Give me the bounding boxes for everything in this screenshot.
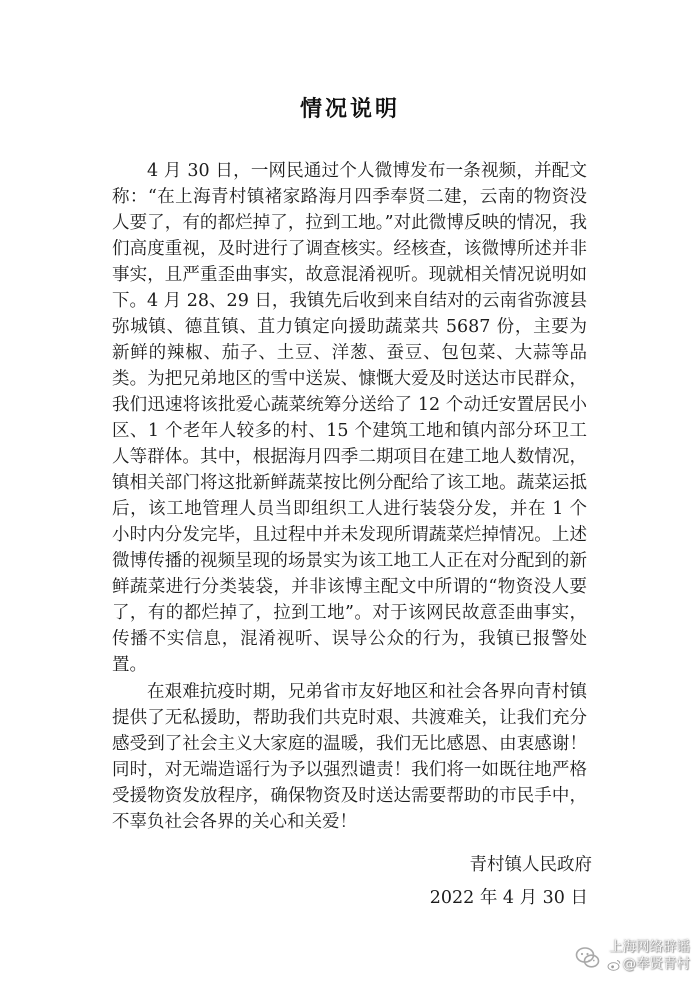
wechat-icon (575, 945, 601, 971)
document-title: 情况说明 (299, 96, 400, 122)
watermark-line1: 上海网络辟谣 (609, 939, 690, 955)
paragraph-3: 在艰难抗疫时期，兄弟省市友好地区和社会各界向青村镇提供了无私援助，帮助我们共克时艰、共渡难关，让我们充分感受到了社会主义大家庭的温暖，我们无比感恩、由衷感谢！同时，对无端造谣行为予以强烈谴责！我们将一如既往地严格受援物资发放程序，确保物资及时送达需要帮助的市民手中，不辜负社会各界的关心和关爱！ (112, 682, 587, 832)
paragraph-2: 4 月 28、29 日，我镇先后收到来自结对的云南省弥渡县弥城镇、德苴镇、苴力镇定向援助蔬菜共 5687 份，主要为新鲜的辣椒、茄子、土豆、洋葱、蚕豆、包包菜、大蒜等品类。为把兄弟地区的雪中送炭、慷慨大爱及时送达市民群众，我们迅速将该批爱心蔬菜统筹分送给了 12 个动迁安置居民小区、1 个老年人较多的村、15 个建筑工地和镇内部分环卫工人等群体。其中，根据海月四季二期项目在建工地人数情况，镇相关部门将这批新鲜蔬菜按比例分配给了该工地。蔬菜运抵后，该工地管理人员当即组织工人进行装袋分发，并在 1 个小时内分发完毕，且过程中并未发现所谓蔬菜烂掉情况。上述微博传播的视频呈现的场景实为该工地工人正在对分配到的新鲜蔬菜进行分类装袋，并非该博主配文中所谓的“物资没人要了，有的都烂掉了，拉到工地”。对于该网民故意歪曲事实，传播不实信息，混淆视听、误导公众的行为，我镇已报警处置。 (112, 291, 587, 675)
paragraph-1: 4 月 30 日，一网民通过个人微博发布一条视频，并配文称：“在上海青村镇褚家路海月四季奉贤二建，云南的物资没人要了，有的都烂掉了，拉到工地。”对此微博反映的情况，我们高度重视，及时进行了调查核实。经核查，该微博所述并非事实，且严重歪曲事实，故意混淆视听。现就相关情况说明如下。 (112, 161, 587, 311)
signature-date: 2022 年 4 月 30 日 (429, 888, 588, 908)
signature-organization: 青村镇人民政府 (469, 855, 592, 875)
weibo-icon (607, 959, 621, 971)
watermark (575, 939, 691, 973)
watermark-line2: @奉贤青村 (622, 956, 690, 972)
